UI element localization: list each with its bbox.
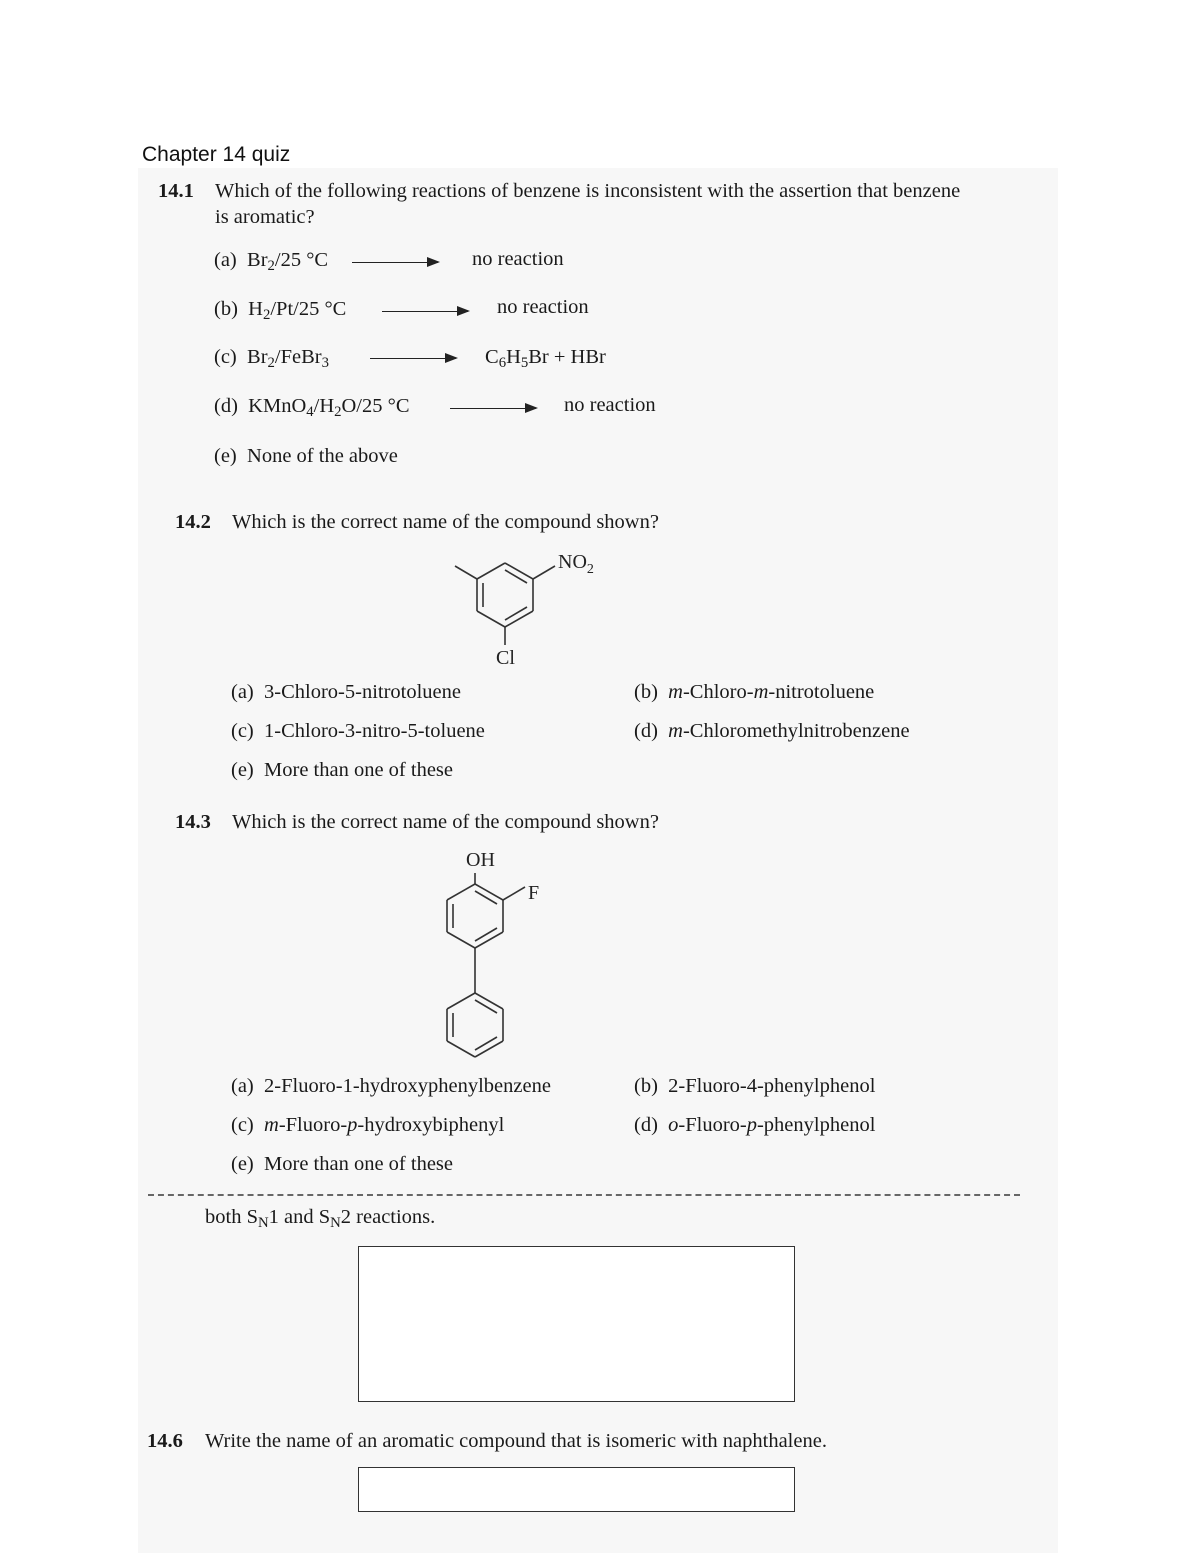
option-c: (c) $Br_2/FeBr_3$ bbox=[214, 346, 329, 372]
option-b-product: no reaction bbox=[497, 296, 589, 318]
option-d: (d) m-Chloromethylnitrobenzene bbox=[634, 720, 910, 742]
chloro-group-label: Cl bbox=[496, 647, 515, 669]
option-d: (d) $KMnO_4/H_2O/25$ °C bbox=[214, 395, 410, 421]
question-text: Which is the correct name of the compound shown? bbox=[232, 511, 659, 533]
answer-box-14-6[interactable] bbox=[358, 1467, 795, 1512]
option-a: (a) 3-Chloro-5-nitrotoluene bbox=[231, 681, 461, 703]
question-text-line1: Which of the following reactions of benzene is inconsistent with the assertion that benzene bbox=[215, 180, 961, 202]
hydroxyl-group-label: OH bbox=[466, 849, 495, 871]
question-number: 14.3 bbox=[175, 811, 211, 833]
question-number: 14.1 bbox=[158, 180, 194, 202]
option-d: (d) o-Fluoro-p-phenylphenol bbox=[634, 1114, 876, 1136]
option-b: (b) $H_2/Pt/25$ °C bbox=[214, 298, 347, 324]
question-number: 14.6 bbox=[147, 1430, 183, 1452]
option-b: (b) m-Chloro-m-nitrotoluene bbox=[634, 681, 875, 703]
fluoro-group-label: F bbox=[528, 882, 540, 904]
question-number: 14.2 bbox=[175, 511, 211, 533]
question-14-3 bbox=[175, 809, 659, 835]
question-14-6 bbox=[147, 1428, 827, 1454]
page-title: Chapter 14 quiz bbox=[142, 143, 291, 166]
option-c: (c) m-Fluoro-p-hydroxybiphenyl bbox=[231, 1114, 505, 1136]
option-c-product: $C_6H_5Br$ + HBr bbox=[485, 346, 606, 372]
question-14-2 bbox=[175, 509, 659, 535]
question-text: Which is the correct name of the compound shown? bbox=[232, 811, 659, 833]
reaction-arrow bbox=[352, 262, 438, 263]
question-14-1-line2: is aromatic? bbox=[215, 206, 315, 228]
option-e: (e) More than one of these bbox=[231, 759, 454, 781]
nitrochlorotoluene-structure bbox=[440, 545, 640, 675]
reaction-arrow bbox=[450, 408, 536, 409]
option-a: (a) 2-Fluoro-1-hydroxyphenylbenzene bbox=[231, 1075, 551, 1097]
cropped-text-line bbox=[148, 1194, 1020, 1199]
fluorophenylphenol-structure bbox=[430, 843, 590, 1073]
question-14-5-text: both $S_N1$ and $S_N2$ reactions. bbox=[205, 1206, 436, 1232]
option-b: (b) 2-Fluoro-4-phenylphenol bbox=[634, 1075, 876, 1097]
option-d-product: no reaction bbox=[564, 394, 656, 416]
option-e: (e) None of the above bbox=[214, 445, 398, 467]
option-c: (c) 1-Chloro-3-nitro-5-toluene bbox=[231, 720, 485, 742]
nitro-group-label: $NO_2$ bbox=[558, 551, 594, 577]
option-a-product: no reaction bbox=[472, 248, 564, 270]
answer-box-14-5[interactable] bbox=[358, 1246, 795, 1402]
question-text: Write the name of an aromatic compound that is isomeric with naphthalene. bbox=[205, 1430, 827, 1452]
option-e: (e) More than one of these bbox=[231, 1153, 454, 1175]
question-14-1 bbox=[158, 178, 1038, 204]
reaction-arrow bbox=[370, 358, 456, 359]
option-a: (a) $Br_2/25$ °C bbox=[214, 249, 329, 275]
reaction-arrow bbox=[382, 311, 468, 312]
